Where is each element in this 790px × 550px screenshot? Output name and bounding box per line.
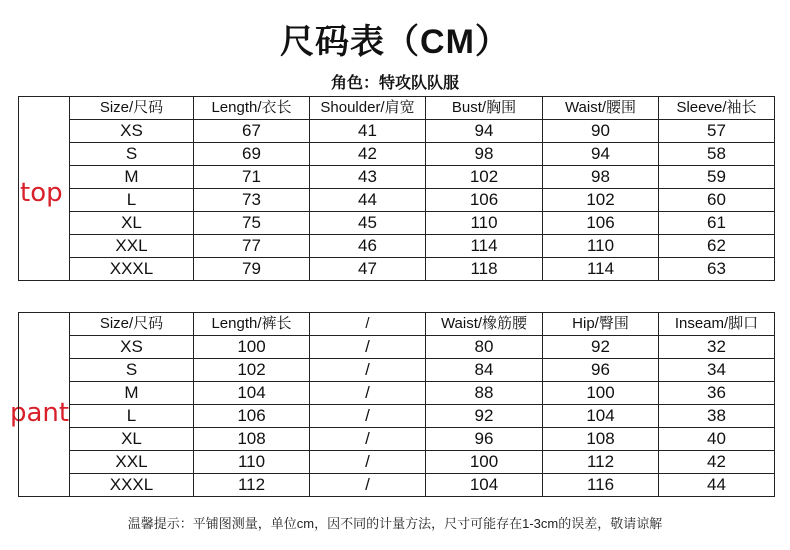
table-cell: S (70, 143, 194, 166)
table-cell: 110 (194, 451, 310, 474)
table-cell: 60 (659, 189, 775, 212)
table-cell: 62 (659, 235, 775, 258)
table-cell: 110 (426, 212, 543, 235)
table-cell: XXL (70, 451, 194, 474)
top-column-header: Waist/腰围 (543, 97, 659, 120)
top-section-label: top (20, 178, 63, 208)
table-cell: 73 (194, 189, 310, 212)
table-cell: / (310, 405, 426, 428)
table-row (19, 120, 775, 143)
table-cell: 108 (194, 428, 310, 451)
table-cell: 59 (659, 166, 775, 189)
table-cell: XL (70, 212, 194, 235)
table-cell: 61 (659, 212, 775, 235)
table-cell: 41 (310, 120, 426, 143)
table-cell: 69 (194, 143, 310, 166)
table-cell: M (70, 382, 194, 405)
table-cell: / (310, 428, 426, 451)
table-cell: 100 (426, 451, 543, 474)
table-cell: 112 (543, 451, 659, 474)
table-cell: XS (70, 120, 194, 143)
top-column-header: Length/衣长 (194, 97, 310, 120)
table-cell: 112 (194, 474, 310, 497)
table-cell: 100 (194, 336, 310, 359)
table-row (19, 258, 775, 281)
table-cell: 43 (310, 166, 426, 189)
table-cell: 102 (426, 166, 543, 189)
top-column-header: Bust/胸围 (426, 97, 543, 120)
table-cell: 92 (543, 336, 659, 359)
table-row (19, 143, 775, 166)
table-row (19, 359, 775, 382)
table-cell: 67 (194, 120, 310, 143)
table-cell: 104 (426, 474, 543, 497)
table-cell: 106 (543, 212, 659, 235)
table-cell: 108 (543, 428, 659, 451)
table-cell: 42 (310, 143, 426, 166)
top-size-table (18, 96, 775, 281)
table-cell: 47 (310, 258, 426, 281)
table-cell: 90 (543, 120, 659, 143)
table-cell: 36 (659, 382, 775, 405)
table-cell: 88 (426, 382, 543, 405)
top-column-header: Shoulder/肩宽 (310, 97, 426, 120)
table-cell: L (70, 189, 194, 212)
table-cell: L (70, 405, 194, 428)
page-subtitle: 角色：特攻队队服 (330, 75, 459, 92)
pant-section-label: pant (10, 398, 70, 428)
top-column-header: Size/尺码 (70, 97, 194, 120)
table-cell: M (70, 166, 194, 189)
table-row (19, 189, 775, 212)
table-cell: 98 (426, 143, 543, 166)
table-row (19, 336, 775, 359)
top-column-header: Sleeve/袖长 (659, 97, 775, 120)
table-cell: 45 (310, 212, 426, 235)
table-cell: 114 (543, 258, 659, 281)
table-cell: 110 (543, 235, 659, 258)
table-cell: 44 (659, 474, 775, 497)
table-cell: 104 (543, 405, 659, 428)
table-cell: 98 (543, 166, 659, 189)
table-cell: / (310, 474, 426, 497)
table-cell: 42 (659, 451, 775, 474)
table-cell: 63 (659, 258, 775, 281)
table-cell: 40 (659, 428, 775, 451)
table-cell: 32 (659, 336, 775, 359)
pant-header-row (19, 313, 775, 336)
table-cell: 71 (194, 166, 310, 189)
pant-size-table (18, 312, 775, 497)
table-cell: 116 (543, 474, 659, 497)
pant-column-header: Length/裤长 (194, 313, 310, 336)
table-cell: 102 (543, 189, 659, 212)
table-cell: 94 (543, 143, 659, 166)
top-side-cell (19, 97, 70, 281)
table-row (19, 212, 775, 235)
table-cell: 96 (426, 428, 543, 451)
table-row (19, 166, 775, 189)
pant-column-header: Inseam/脚口 (659, 313, 775, 336)
table-row (19, 235, 775, 258)
table-cell: 84 (426, 359, 543, 382)
page-title: 尺码表（CM） (280, 23, 510, 61)
table-row (19, 405, 775, 428)
table-cell: 79 (194, 258, 310, 281)
table-cell: 114 (426, 235, 543, 258)
table-cell: 80 (426, 336, 543, 359)
table-cell: 104 (194, 382, 310, 405)
table-cell: 92 (426, 405, 543, 428)
table-cell: XXXL (70, 258, 194, 281)
table-row (19, 474, 775, 497)
table-cell: / (310, 382, 426, 405)
table-cell: XXXL (70, 474, 194, 497)
table-row (19, 428, 775, 451)
table-cell: 118 (426, 258, 543, 281)
top-header-row (19, 97, 775, 120)
table-cell: XL (70, 428, 194, 451)
table-cell: 102 (194, 359, 310, 382)
table-cell: XXL (70, 235, 194, 258)
table-cell: 57 (659, 120, 775, 143)
table-cell: 38 (659, 405, 775, 428)
pant-column-header: Size/尺码 (70, 313, 194, 336)
table-cell: 106 (194, 405, 310, 428)
table-cell: 46 (310, 235, 426, 258)
table-cell: / (310, 451, 426, 474)
table-row (19, 382, 775, 405)
table-cell: XS (70, 336, 194, 359)
table-cell: 96 (543, 359, 659, 382)
pant-column-header: / (310, 313, 426, 336)
table-cell: 34 (659, 359, 775, 382)
table-cell: 94 (426, 120, 543, 143)
table-cell: 77 (194, 235, 310, 258)
table-cell: S (70, 359, 194, 382)
table-cell: 44 (310, 189, 426, 212)
table-cell: 58 (659, 143, 775, 166)
pant-column-header: Waist/橡筋腰 (426, 313, 543, 336)
table-cell: 106 (426, 189, 543, 212)
footer-note: 温馨提示：平铺图测量，单位cm，因不同的计量方法，尺寸可能存在1-3cm的误差，敬请谅解 (127, 516, 663, 531)
pant-column-header: Hip/臀围 (543, 313, 659, 336)
pant-side-cell (19, 313, 70, 497)
table-cell: / (310, 359, 426, 382)
table-row (19, 451, 775, 474)
table-cell: / (310, 336, 426, 359)
table-cell: 100 (543, 382, 659, 405)
table-cell: 75 (194, 212, 310, 235)
